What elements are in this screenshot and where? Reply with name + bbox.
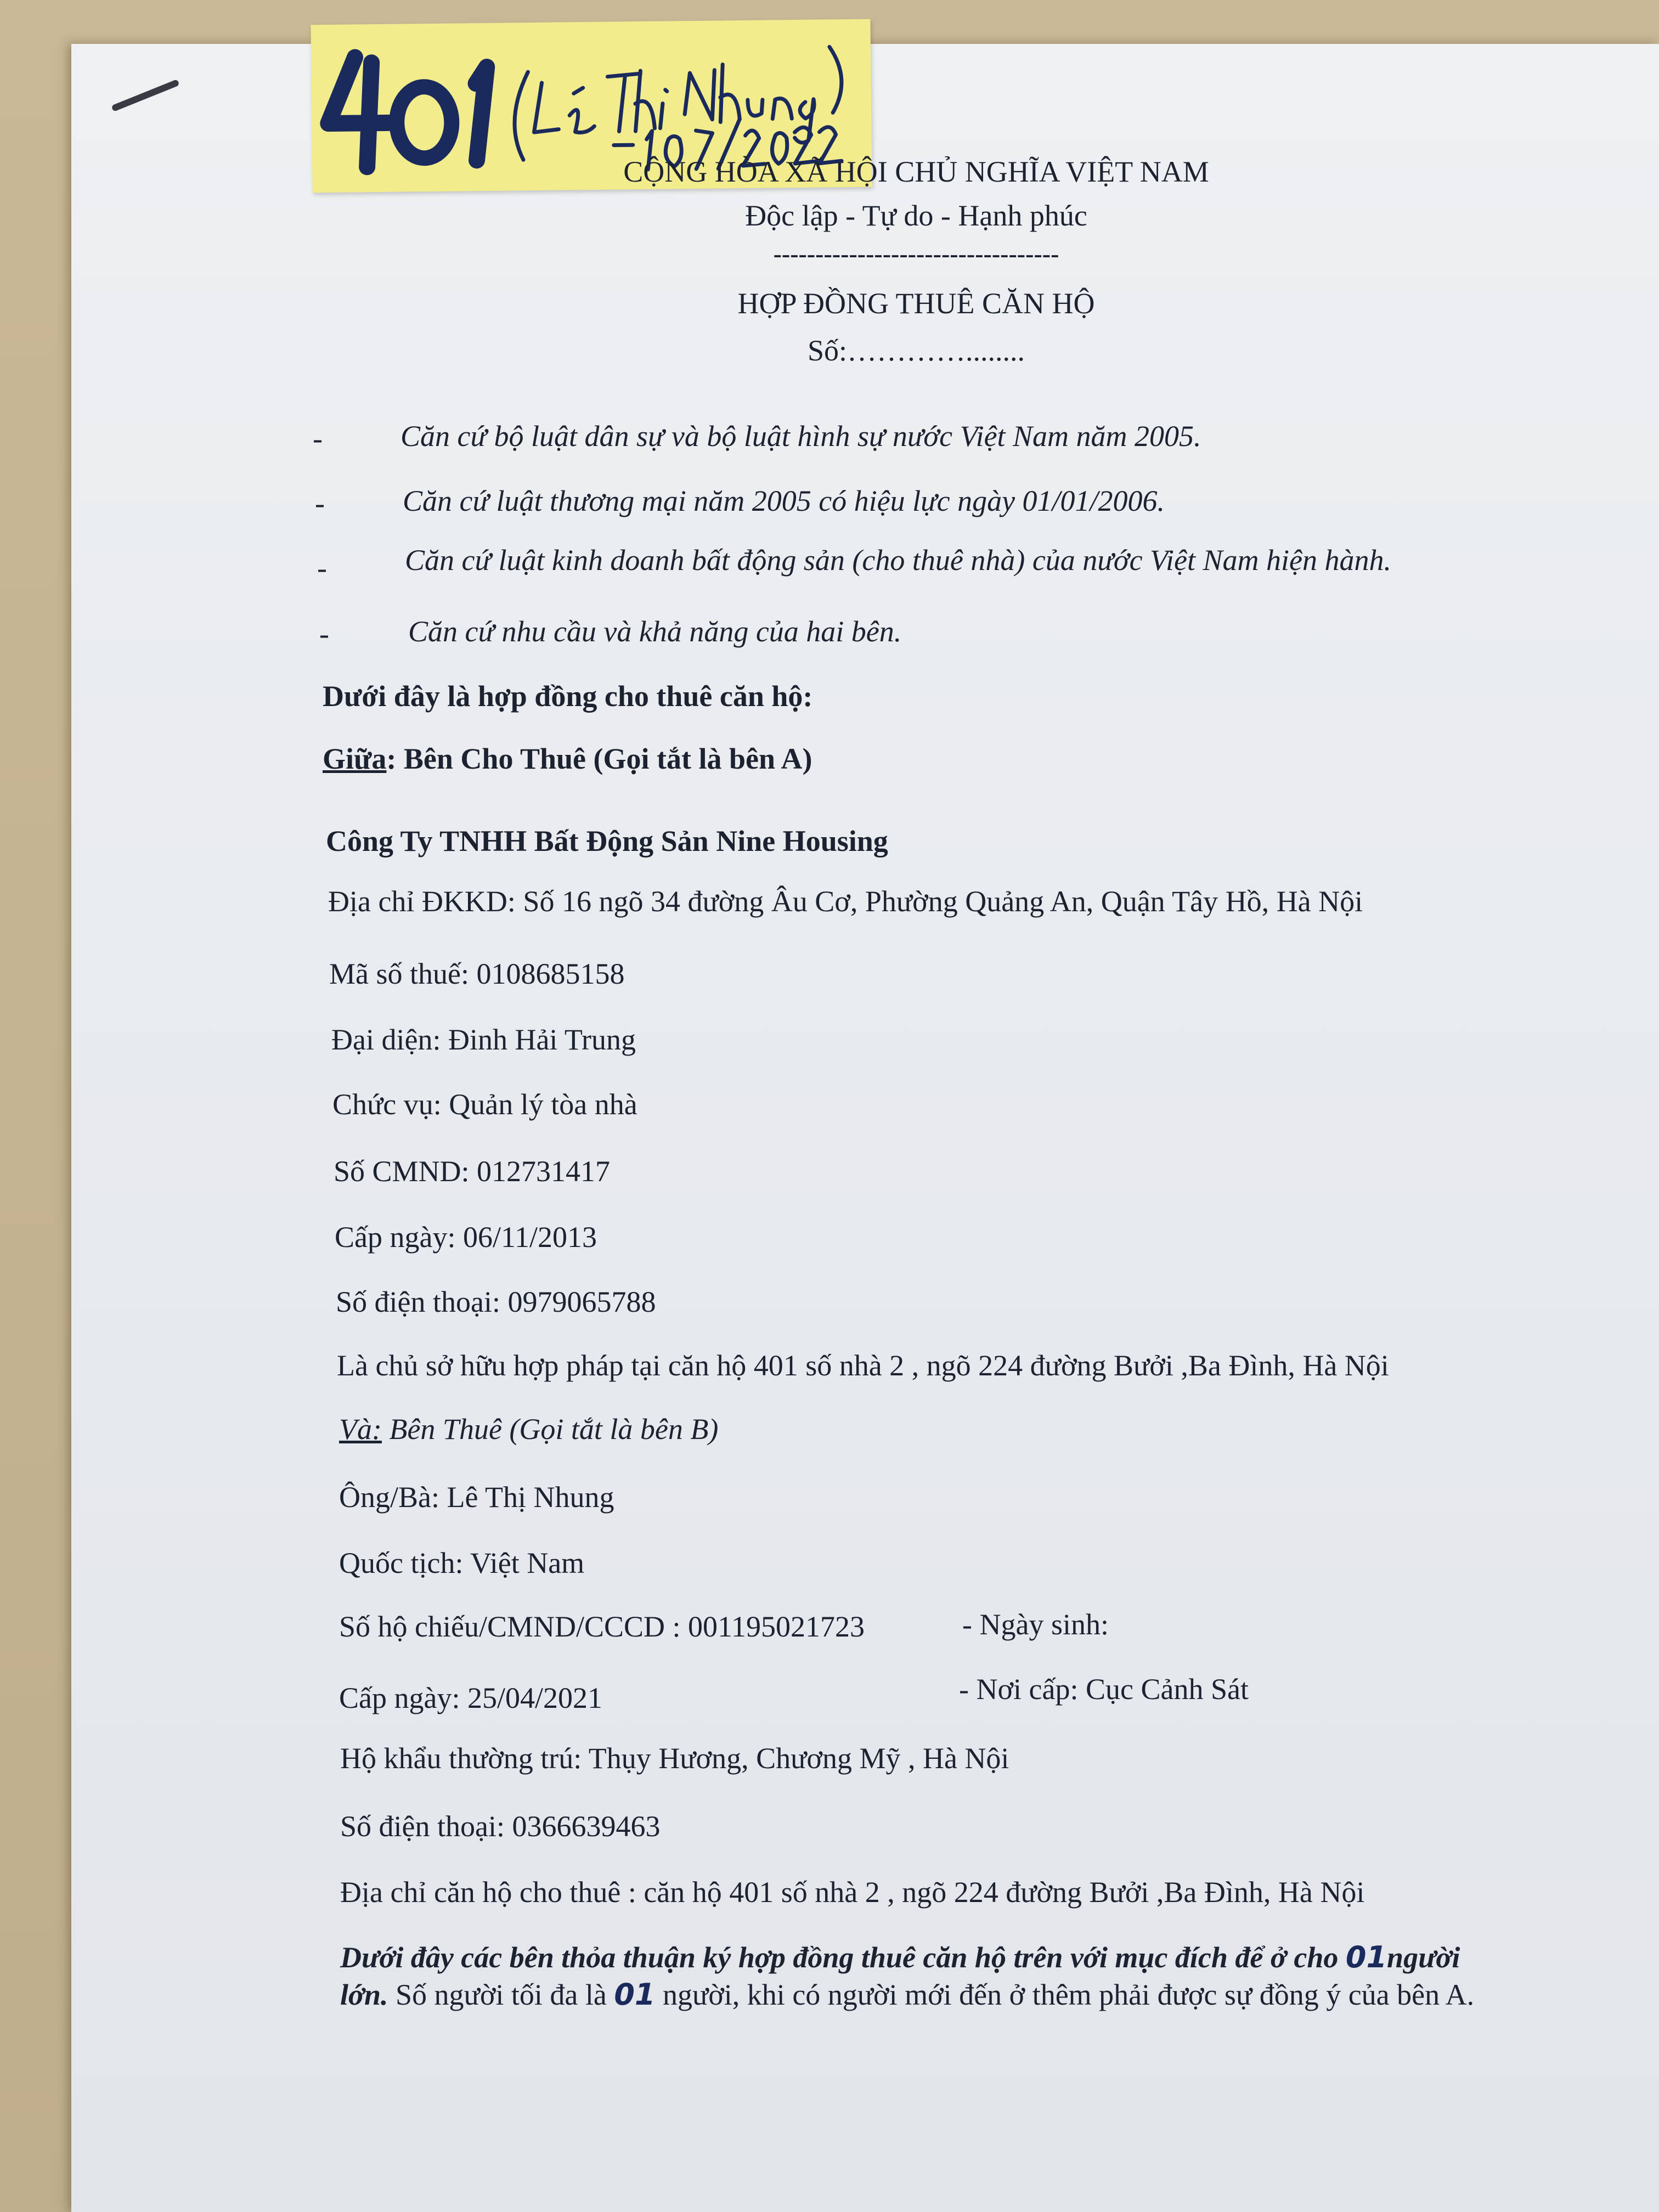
party-b-heading-text: Bên Thuê (Gọi tắt là bên B) <box>381 1413 719 1446</box>
party-b-id-number: Số hộ chiếu/CMND/CCCD : 001195021723 <box>339 1610 865 1643</box>
party-a-address: Địa chỉ ĐKKD: Số 16 ngõ 34 đường Âu Cơ, Phường Quảng An, Quận Tây Hồ, Hà Nội <box>328 885 1363 918</box>
agreement-text-1: Dưới đây các bên thỏa thuận ký hợp đồng thuê căn hộ trên với mục đích để ở cho <box>340 1941 1339 1974</box>
party-a-position: Chức vụ: Quản lý tòa nhà <box>332 1088 637 1121</box>
party-b-nationality: Quốc tịch: Việt Nam <box>339 1547 585 1579</box>
party-b-heading <box>339 1412 718 1446</box>
bullet-dash: - <box>315 487 325 520</box>
party-b-issued-date: Cấp ngày: 25/04/2021 <box>339 1681 602 1714</box>
legal-basis-1: Căn cứ bộ luật dân sự và bộ luật hình sự nước Việt Nam năm 2005. <box>400 420 1201 453</box>
legal-basis-3: Căn cứ luật kinh doanh bất động sản (cho thuê nhà) của nước Việt Nam hiện hành. <box>405 544 1391 577</box>
agreement-line-1 <box>340 1940 1460 1974</box>
document-title: HỢP ĐỒNG THUÊ CĂN HỘ <box>737 287 1095 320</box>
country-heading: CỘNG HÒA XÃ HỘI CHỦ NGHĨA VIỆT NAM <box>623 155 1209 188</box>
bullet-dash: - <box>317 551 327 584</box>
motto: Độc lập - Tự do - Hạnh phúc <box>745 199 1087 232</box>
party-b-phone: Số điện thoại: 0366639463 <box>340 1810 661 1843</box>
contract-number: Số:…………........ <box>807 334 1025 367</box>
party-a-heading <box>323 742 812 776</box>
legal-basis-2: Căn cứ luật thương mại năm 2005 có hiệu lực ngày 01/01/2006. <box>403 484 1165 517</box>
party-a-id-number: Số CMND: 012731417 <box>334 1155 611 1188</box>
agreement-max-text: Số người tối đa là <box>396 1978 607 2011</box>
party-b-birth-date: - Ngày sinh: <box>962 1608 1109 1641</box>
party-a-issued-date: Cấp ngày: 06/11/2013 <box>335 1221 597 1254</box>
agreement-people-word: người <box>1387 1941 1460 1974</box>
agreement-adults-word: lớn. <box>340 1978 388 2011</box>
contract-intro: Dưới đây là hợp đồng cho thuê căn hộ: <box>323 680 813 713</box>
agreement-line-2 <box>340 1977 1474 2012</box>
agreement-consent-text: người, khi có người mới đến ở thêm phải được sự đồng ý của bên A. <box>662 1978 1475 2011</box>
party-a-ownership: Là chủ sở hữu hợp pháp tại căn hộ 401 số nhà 2 , ngõ 224 đường Bưởi ,Ba Đình, Hà Nội <box>337 1349 1389 1382</box>
legal-basis-4: Căn cứ nhu cầu và khả năng của hai bên. <box>408 615 902 648</box>
handwritten-occupants-1: 01 <box>1345 1940 1387 1974</box>
party-b-name: Ông/Bà: Lê Thị Nhung <box>339 1481 614 1514</box>
party-b-residence: Hộ khẩu thường trú: Thụy Hương, Chương Mỹ , Hà Nội <box>340 1742 1009 1775</box>
party-a-tax-code: Mã số thuế: 0108685158 <box>329 957 625 990</box>
party-a-company: Công Ty TNHH Bất Động Sản Nine Housing <box>326 825 888 857</box>
party-b-issued-place: - Nơi cấp: Cục Cảnh Sát <box>959 1673 1249 1706</box>
and-label: Và: <box>339 1413 382 1446</box>
party-a-heading-text: : Bên Cho Thuê (Gọi tắt là bên A) <box>386 742 812 775</box>
apartment-address: Địa chỉ căn hộ cho thuê : căn hộ 401 số nhà 2 , ngõ 224 đường Bưởi ,Ba Đình, Hà Nội <box>340 1876 1365 1909</box>
party-a-phone: Số điện thoại: 0979065788 <box>336 1285 656 1318</box>
header-divider: ---------------------------------- <box>773 240 1059 268</box>
bullet-dash: - <box>313 422 323 455</box>
handwritten-occupants-2: 01 <box>614 1977 656 2012</box>
between-label: Giữa <box>323 742 387 775</box>
party-a-representative: Đại diện: Đinh Hải Trung <box>331 1023 636 1056</box>
bullet-dash: - <box>319 617 329 650</box>
